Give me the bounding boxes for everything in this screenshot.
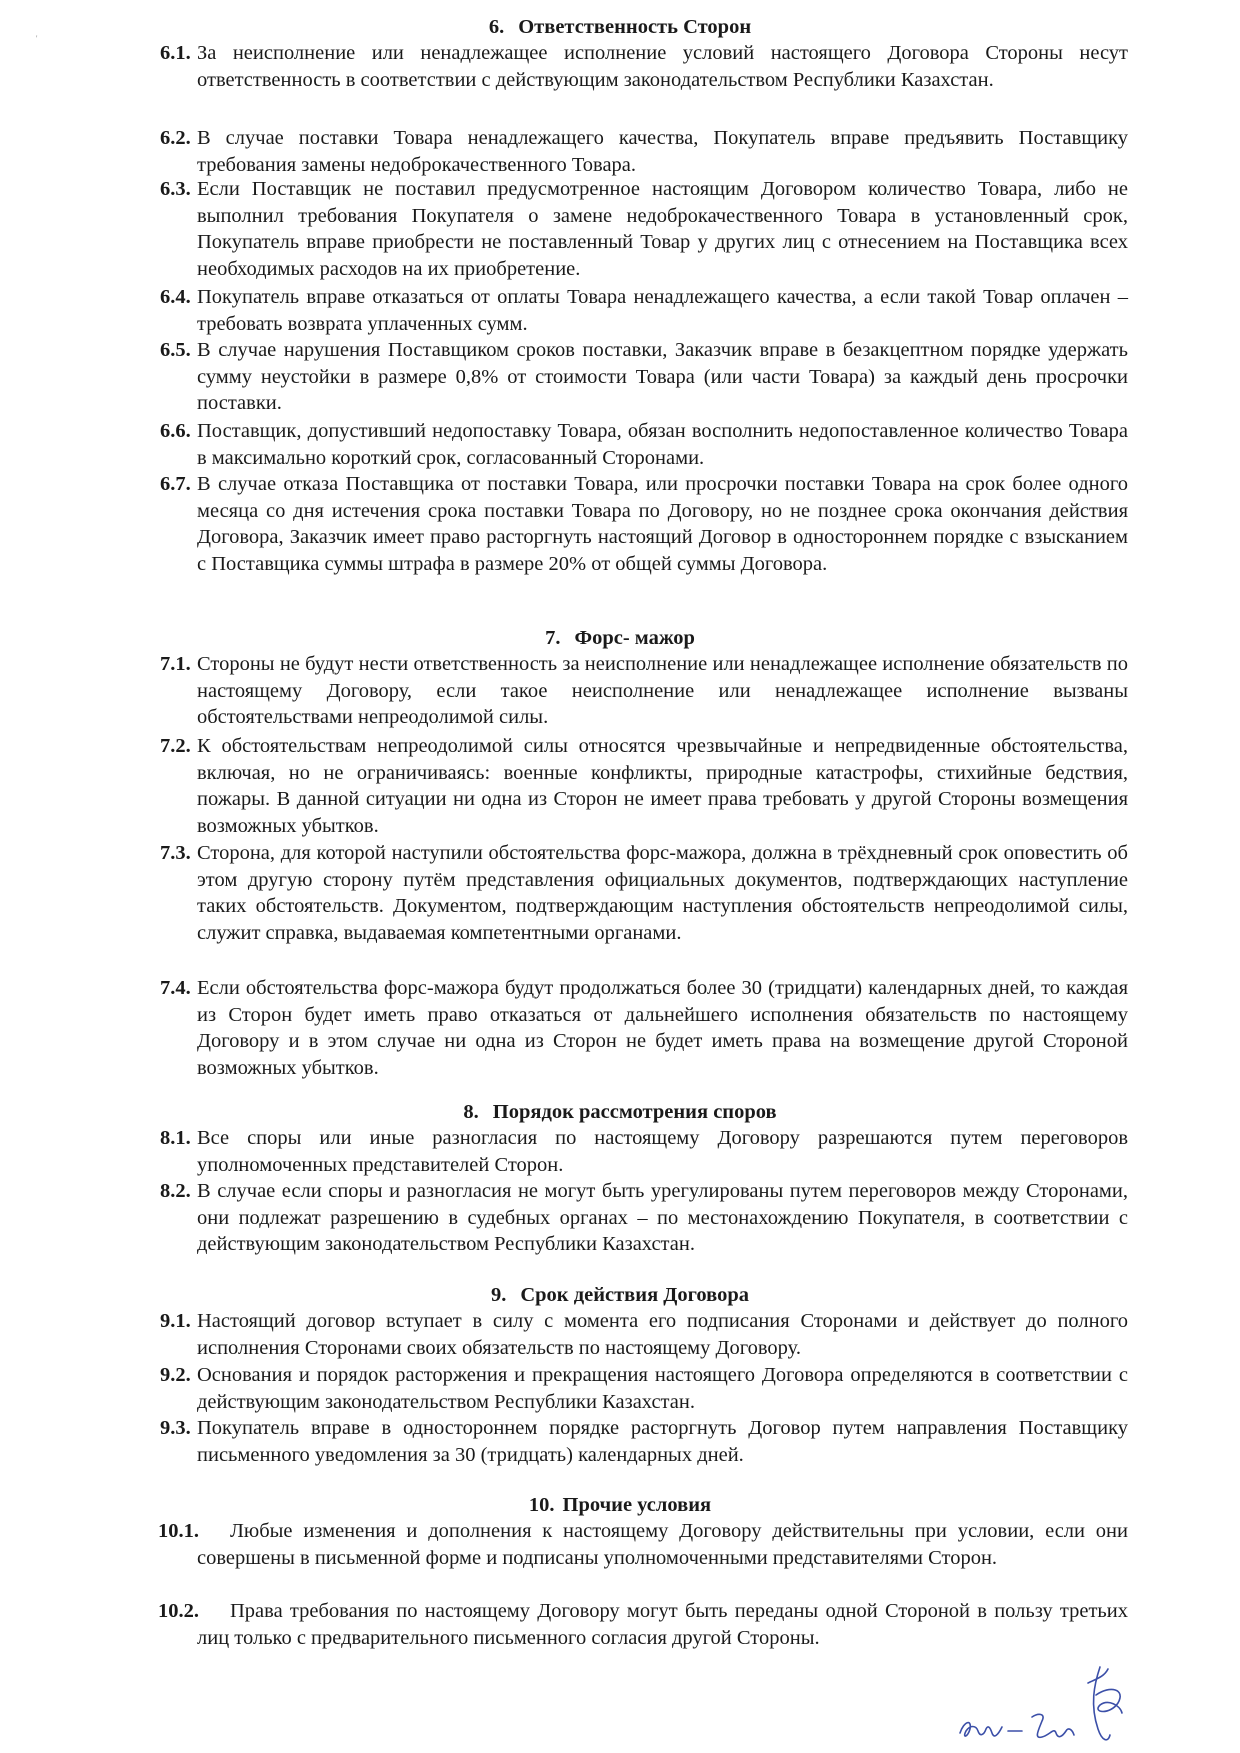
clause-text: В случае если споры и разногласия не могут быть урегулированы путем переговоров между Сторонами, они подлежат разрешению в судебных органах – по местонахождению Покупателя, в соответствии с действующим законодательством Республики Казахстан. <box>197 1180 1128 1255</box>
clause-9-2 <box>160 1362 1128 1415</box>
handwritten-signature <box>950 1655 1140 1750</box>
clause-text: Настоящий договор вступает в силу с момента его подписания Сторонами и действует до полного исполнения Сторонами своих обязательств по настоящему Договору. <box>197 1310 1128 1359</box>
clause-7-4 <box>160 975 1128 1081</box>
clause-number: 9.2. <box>160 1364 191 1386</box>
clause-text: Права требования по настоящему Договору могут быть переданы одной Стороной в пользу третьих лиц только с предварительного письменного согласия другой Стороны. <box>197 1600 1128 1649</box>
clause-9-3 <box>160 1415 1128 1468</box>
section-number: 6. <box>488 16 505 38</box>
clause-text: В случае нарушения Поставщиком сроков поставки, Заказчик вправе в безакцептном порядке удержать сумму неустойки в размере 0,8% от стоимости Товара (или части Товара) за каждый день просрочки поставки. <box>197 339 1128 414</box>
clause-number: 6.4. <box>160 286 191 308</box>
section-title: Прочие условия <box>562 1494 712 1516</box>
section-number: 10. <box>528 1494 555 1516</box>
clause-7-3 <box>160 840 1128 946</box>
clause-6-6 <box>160 418 1128 471</box>
clause-6-1 <box>160 40 1128 93</box>
clause-text: Поставщик, допустивший недопоставку Товара, обязан восполнить недопоставленное количество Товара в максимально короткий срок, согласованный Сторонами. <box>197 420 1128 469</box>
clause-number: 7.2. <box>160 735 191 757</box>
section-heading-9 <box>0 1282 1240 1308</box>
section-number: 9. <box>490 1284 507 1306</box>
clause-number: 8.2. <box>160 1180 191 1202</box>
clause-text: В случае отказа Поставщика от поставки Товара, или просрочки поставки Товара на срок более одного месяца со дня истечения срока поставки Товара по Договору, но не позднее срока окончания действия Договора, Заказчик имеет право расторгнуть настоящий Договор в одностороннем порядке с взысканием с Поставщика суммы штрафа в размере 20% от общей суммы Договора. <box>197 473 1128 575</box>
section-heading-8 <box>0 1099 1240 1125</box>
clause-9-1 <box>160 1308 1128 1361</box>
clause-number: 6.1. <box>160 42 191 64</box>
clause-number: 7.1. <box>160 653 191 675</box>
clause-text: Если обстоятельства форс-мажора будут продолжаться более 30 (тридцати) календарных дней, то каждая из Сторон будет иметь право отказаться от дальнейшего исполнения обязательств по настоящему Договору и в этом случае ни одна из Сторон не будет иметь права на возмещение другой Стороной возможных убытков. <box>197 977 1128 1079</box>
clause-text: За неисполнение или ненадлежащее исполнение условий настоящего Договора Стороны несут ответственность в соответствии с действующим законодательством Республики Казахстан. <box>197 42 1128 91</box>
clause-number: 10.2. <box>158 1600 199 1622</box>
clause-6-2 <box>160 125 1128 178</box>
clause-10-2 <box>160 1598 1128 1651</box>
clause-7-2 <box>160 733 1128 839</box>
clause-number: 6.5. <box>160 339 191 361</box>
clause-8-2 <box>160 1178 1128 1258</box>
section-heading-10 <box>0 1492 1240 1518</box>
clause-text: Покупатель вправе в одностороннем порядке расторгнуть Договор путем направления Поставщику письменного уведомления за 30 (тридцать) календарных дней. <box>197 1417 1128 1466</box>
clause-10-1 <box>160 1518 1128 1571</box>
clause-number: 7.3. <box>160 842 191 864</box>
clause-text: Стороны не будут нести ответственность за неисполнение или ненадлежащее исполнение обязательств по настоящему Договору, если такое неисполнение или ненадлежащее исполнение вызваны обстоятельствами непреодолимой силы. <box>197 653 1128 728</box>
clause-number: 6.7. <box>160 473 191 495</box>
clause-number: 6.3. <box>160 178 191 200</box>
clause-7-1 <box>160 651 1128 731</box>
clause-6-3 <box>160 176 1128 282</box>
section-title: Ответственность Сторон <box>518 16 752 38</box>
section-heading-6 <box>0 14 1240 40</box>
clause-number: 9.1. <box>160 1310 191 1332</box>
clause-6-5 <box>160 337 1128 417</box>
clause-text: Любые изменения и дополнения к настоящему Договору действительны при условии, если они совершены в письменной форме и подписаны уполномоченными представителями Сторон. <box>197 1520 1128 1569</box>
section-title: Срок действия Договора <box>520 1284 750 1306</box>
section-title: Форс- мажор <box>574 627 695 649</box>
clause-text: Если Поставщик не поставил предусмотренное настоящим Договором количество Товара, либо не выполнил требования Покупателя о замене недоброкачественного Товара в установленный срок, Покупатель вправе приобрести не поставленный Товар у других лиц с отнесением на Поставщика всех необходимых расходов на их приобретение. <box>197 178 1128 280</box>
scan-speck: ' <box>36 34 38 43</box>
clause-number: 9.3. <box>160 1417 191 1439</box>
section-heading-7 <box>0 625 1240 651</box>
clause-text: Все споры или иные разногласия по настоящему Договору разрешаются путем переговоров уполномоченных представителей Сторон. <box>197 1127 1128 1176</box>
clause-number: 10.1. <box>158 1520 199 1542</box>
clause-text: К обстоятельствам непреодолимой силы относятся чрезвычайные и непредвиденные обстоятельства, включая, но не ограничиваясь: военные конфликты, природные катастрофы, стихийные бедствия, пожары. В данной ситуации ни одна из Сторон не имеет права требовать у другой Стороны возмещения возможных убытков. <box>197 735 1128 837</box>
section-title: Порядок рассмотрения споров <box>492 1101 777 1123</box>
section-number: 8. <box>463 1101 479 1123</box>
clause-text: В случае поставки Товара ненадлежащего качества, Покупатель вправе предъявить Поставщику требования замены недоброкачественного Товара. <box>197 127 1128 176</box>
clause-number: 6.2. <box>160 127 191 149</box>
clause-6-4 <box>160 284 1128 337</box>
clause-number: 6.6. <box>160 420 191 442</box>
clause-number: 7.4. <box>160 977 191 999</box>
clause-6-7 <box>160 471 1128 577</box>
clause-text: Сторона, для которой наступили обстоятельства форс-мажора, должна в трёхдневный срок оповестить об этом другую сторону путём представления официальных документов, подтверждающих наступление таких обстоятельств. Документом, подтверждающим наступления обстоятельств непреодолимой силы, служит справка, выдаваемая компетентными органами. <box>197 842 1128 944</box>
clause-number: 8.1. <box>160 1127 191 1149</box>
clause-8-1 <box>160 1125 1128 1178</box>
clause-text: Основания и порядок расторжения и прекращения настоящего Договора определяются в соответствии с действующим законодательством Республики Казахстан. <box>197 1364 1128 1413</box>
section-number: 7. <box>545 627 561 649</box>
clause-text: Покупатель вправе отказаться от оплаты Товара ненадлежащего качества, а если такой Товар оплачен – требовать возврата уплаченных сумм. <box>197 286 1128 335</box>
